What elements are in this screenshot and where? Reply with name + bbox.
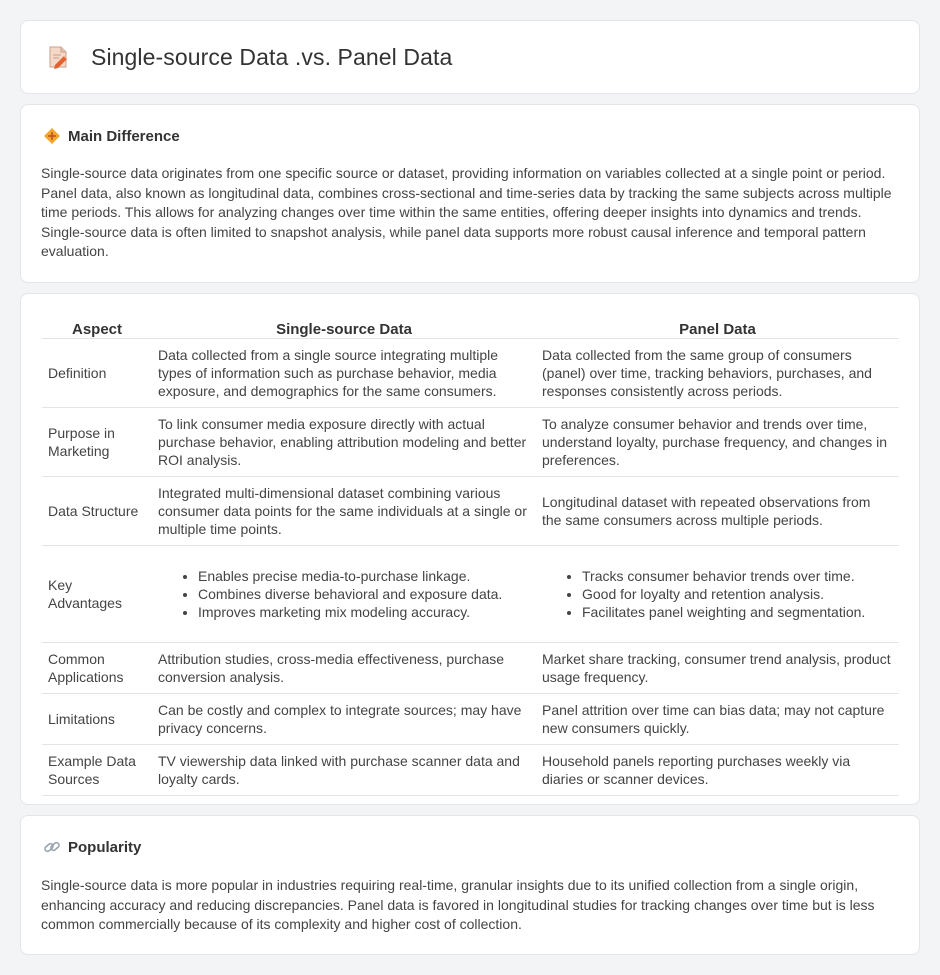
aspect-cell: Data Structure (42, 476, 152, 545)
popularity-header (43, 838, 141, 856)
header-single-source: Single-source Data (152, 316, 536, 338)
panel-cell: Longitudinal dataset with repeated observations from the same consumers across multiple periods. (536, 476, 899, 545)
aspect-cell: Definition (42, 338, 152, 407)
single-source-cell: Data collected from a single source integrating multiple types of information such as purchase behavior, media exposure, and demographics for the same consumers. (152, 338, 536, 407)
single-source-cell: To link consumer media exposure directly with actual purchase behavior, enabling attribution modeling and better ROI analysis. (152, 407, 536, 476)
list-item: • Improves marketing mix modeling accuracy. (198, 603, 530, 621)
main-difference-card (20, 104, 920, 283)
table-row (42, 545, 899, 642)
panel-advantages-list (542, 567, 893, 621)
panel-cell: To analyze consumer behavior and trends over time, understand loyalty, purchase frequency, and changes in preferences. (536, 407, 899, 476)
diamond-icon (43, 127, 61, 145)
main-difference-header (43, 127, 180, 145)
panel-cell: Market share tracking, consumer trend analysis, product usage frequency. (536, 642, 899, 693)
popularity-text: Single-source data is more popular in industries requiring real-time, granular insights due to its unified collection from a single origin, enhancing accuracy and reducing discrepancies. Panel data is favored in longitudinal studies for tracking changes over time but is less common commercially because of its complexity and higher cost of collection. (41, 877, 875, 933)
popularity-title: Popularity (68, 838, 142, 856)
list-item: • Facilitates panel weighting and segmentation. (582, 603, 893, 621)
single-source-cell: Integrated multi-dimensional dataset combining various consumer data points for the same individuals at a single or multiple time points. (152, 476, 536, 545)
panel-cell: Household panels reporting purchases weekly via diaries or scanner devices. (536, 744, 899, 795)
table-row (42, 407, 899, 476)
aspect-cell: Key Advantages (42, 545, 152, 642)
link-icon (43, 838, 61, 856)
title-card (20, 20, 920, 94)
single-source-advantages-list (158, 567, 530, 621)
table-header-row (42, 316, 899, 338)
aspect-cell: Example Data Sources (42, 744, 152, 795)
page-title: Single-source Data .vs. Panel Data (91, 43, 453, 70)
aspect-cell: Common Applications (42, 642, 152, 693)
list-item: • Enables precise media-to-purchase linkage. (198, 567, 530, 585)
table-row (42, 744, 899, 795)
main-difference-text: Single-source data originates from one specific source or dataset, providing information on variables collected at a single point or period. Panel data, also known as longitudinal data, combines cross-sectional and time-series data by tracking the same subjects across multiple time periods. This allows for analyzing changes over time within the same entities, offering deeper insights into dynamics and trends. Single-source data is often limited to snapshot analysis, while panel data supports more robust causal inference and temporal pattern evaluation. (41, 165, 892, 260)
main-difference-title: Main Difference (68, 127, 180, 145)
single-source-cell: Can be costly and complex to integrate sources; may have privacy concerns. (152, 693, 536, 744)
single-source-cell (152, 545, 536, 642)
header-aspect: Aspect (42, 316, 152, 338)
table-row (42, 476, 899, 545)
popularity-card (20, 815, 920, 955)
single-source-cell: Attribution studies, cross-media effectiveness, purchase conversion analysis. (152, 642, 536, 693)
list-item: • Tracks consumer behavior trends over time. (582, 567, 893, 585)
panel-cell: Data collected from the same group of consumers (panel) over time, tracking behaviors, purchases, and responses consistently across periods. (536, 338, 899, 407)
comparison-card (20, 293, 920, 805)
single-source-cell: TV viewership data linked with purchase scanner data and loyalty cards. (152, 744, 536, 795)
table-row (42, 642, 899, 693)
table-row (42, 693, 899, 744)
list-item: • Good for loyalty and retention analysis. (582, 585, 893, 603)
panel-cell: Panel attrition over time can bias data; may not capture new consumers quickly. (536, 693, 899, 744)
aspect-cell: Purpose in Marketing (42, 407, 152, 476)
aspect-cell: Limitations (42, 693, 152, 744)
header-panel: Panel Data (536, 316, 899, 338)
document-pencil-icon (45, 44, 71, 70)
table-row (42, 338, 899, 407)
title-row (21, 21, 919, 93)
panel-cell (536, 545, 899, 642)
comparison-table (42, 316, 899, 796)
list-item: • Combines diverse behavioral and exposure data. (198, 585, 530, 603)
